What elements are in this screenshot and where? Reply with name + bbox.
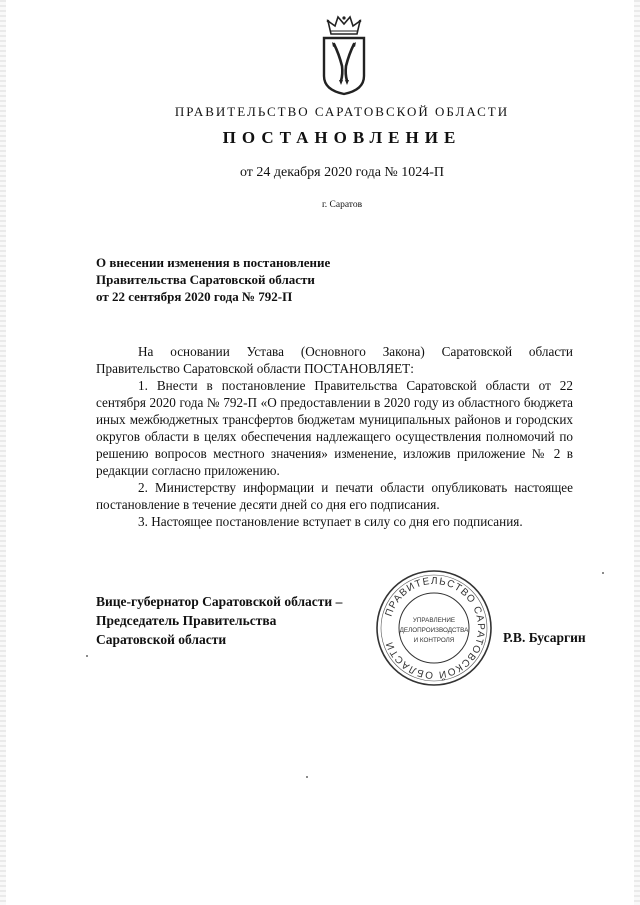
signatory-position (96, 592, 386, 649)
stamp-line: И КОНТРОЛЯ (413, 637, 455, 644)
body-paragraph: 3. Настоящее постановление вступает в силу со дня его подписания. (138, 514, 523, 529)
position-line: Саратовской области (96, 632, 227, 647)
body-paragraph: 2. Министерству информации и печати области опубликовать настоящее постановление в течение десяти дней со дня его подписания. (96, 480, 573, 512)
subject-line: О внесении изменения в постановление (96, 255, 331, 270)
subject-line: от 22 сентября 2020 года № 792-П (96, 289, 293, 304)
body-paragraph: На основании Устава (Основного Закона) Саратовской области Правительство Саратовской области ПОСТАНОВЛЯЕТ: (96, 344, 573, 376)
stamp-ring-text: ПРАВИТЕЛЬСТВО САРАТОВСКОЙ ОБЛАСТИ (383, 575, 487, 681)
stamp-line: ДЕЛОПРОИЗВОДСТВА (399, 627, 469, 634)
document-city: г. Саратов (321, 200, 363, 210)
government-name: ПРАВИТЕЛЬСТВО САРАТОВСКОЙ ОБЛАСТИ (174, 104, 510, 119)
scan-edge-left (0, 0, 6, 905)
stamp-line: УПРАВЛЕНИЕ (412, 617, 456, 624)
body-paragraph: 1. Внести в постановление Правительства Саратовской области от 22 сентября 2020 года № 792-П «О предоставлении в 2020 году из областного бюджета иных межбюджетных трансфертов бюджетам муниципальных районов и городских округов области в целях обеспечения надлежащего осуществления полномочий по решению вопросов местного значения» изменение, изложив приложение № 2 в редакции согласно приложению. (96, 378, 573, 478)
document-type: ПОСТАНОВЛЕНИЕ (222, 128, 462, 147)
position-line: Председатель Правительства (96, 613, 277, 628)
official-stamp (374, 568, 494, 688)
document-date-number: от 24 декабря 2020 года № 1024-П (239, 165, 445, 180)
scan-speck (602, 572, 604, 574)
subject-line: Правительства Саратовской области (96, 272, 315, 287)
signer-name: Р.В. Бусаргин (503, 630, 586, 645)
position-line: Вице-губернатор Саратовской области – (96, 594, 343, 609)
saratov-coat-of-arms-icon (319, 14, 369, 96)
scan-speck (86, 655, 88, 657)
scan-speck (306, 776, 308, 778)
document-subject (96, 254, 416, 305)
document-body (96, 343, 573, 530)
